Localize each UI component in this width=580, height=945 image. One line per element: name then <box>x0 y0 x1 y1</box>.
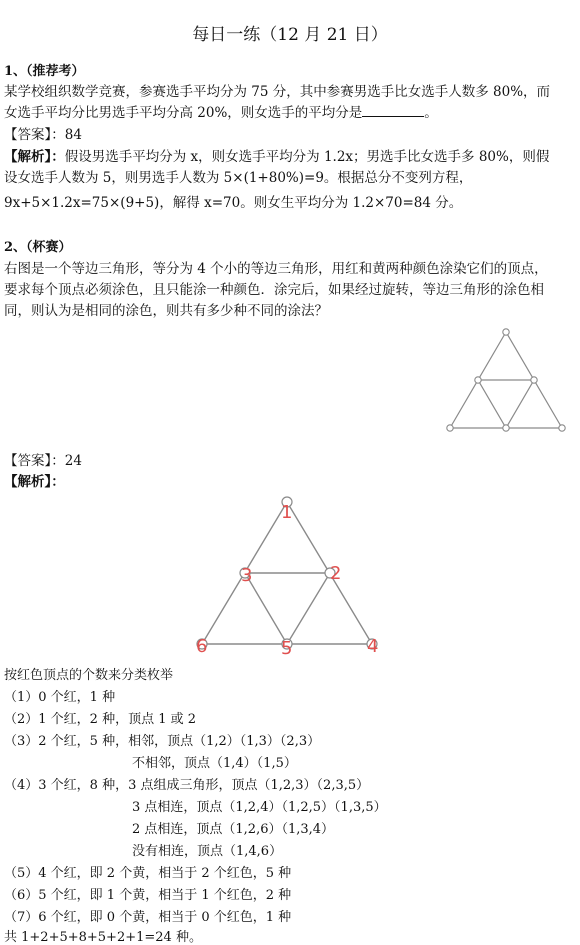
vertex-label-5: 5 <box>281 638 293 658</box>
inner-triangle <box>245 573 330 644</box>
q1-heading: 1、（推荐考） <box>4 64 85 79</box>
list-item: （3）2 个红，5 种，相邻，顶点（1,2）（1,3）（2,3） <box>4 734 321 749</box>
list-item: （7）6 个红，即 0 个黄，相当于 0 个红色，1 种 <box>4 910 292 925</box>
list-item: 2 点相连，顶点（1,2,6）（1,3,4） <box>132 822 335 837</box>
q1-answer: 【答案】：84 <box>4 127 82 143</box>
page-title: 每日一练（12 月 21 日） <box>192 25 388 45</box>
list-item: （6）5 个红，即 1 个黄，相当于 1 个红色，2 种 <box>4 888 292 903</box>
vertex-dot <box>447 425 453 431</box>
q1-analysis-3: 9x+5×1.2x=75×(9+5)，解得 x=70。则女生平均分为 1.2×70=84 分。 <box>4 195 463 211</box>
q1-analysis-2: 设女选手人数为 5，则男选手人数为 5×(1+80%)=9。根据总分不变列方程， <box>4 170 473 186</box>
list-item: （5）4 个红，即 2 个黄，相当于 2 个红色，5 种 <box>4 866 292 881</box>
list-item: 不相邻，顶点（1,4）（1,5） <box>132 756 297 771</box>
q1-line-2-end: 。 <box>424 105 438 121</box>
q2-answer: 【答案】：24 <box>4 453 82 469</box>
q2-line-2: 要求每个顶点必须涂色，且只能涂一种颜色．涂完后，如果经过旋转，等边三角形的涂色相 <box>4 282 544 298</box>
q2-line-3: 同，则认为是相同的涂色，则共有多少种不同的涂法？ <box>4 303 328 319</box>
total-line: 共 1+2+5+8+5+2+1=24 种。 <box>4 930 202 945</box>
q2-line-1: 右图是一个等边三角形，等分为 4 个小的等边三角形，用红和黄两种颜色涂染它们的顶点， <box>4 261 548 277</box>
vertex-label-3: 3 <box>241 565 253 586</box>
q1-line-1: 某学校组织数学竞赛，参赛选手平均分为 75 分，其中参赛男选手比女选手人数多 80%，而 <box>4 84 551 100</box>
q1-analysis-label: 【解析】： <box>4 149 65 165</box>
q1-line-2-text: 女选手平均分比男选手平均分高 20%，则女选手的平均分是 <box>4 105 363 121</box>
vertex-label-2: 2 <box>330 563 342 584</box>
vertex-dot <box>531 377 537 383</box>
vertex-dot <box>503 425 509 431</box>
list-intro: 按红色顶点的个数来分类枚举 <box>4 668 174 683</box>
vertex-dot <box>559 425 565 431</box>
list-item: （2）1 个红，2 种，顶点 1 或 2 <box>4 712 197 727</box>
list-item: （4）3 个红，8 种，3 点组成三角形，顶点（1,2,3）（2,3,5） <box>4 778 370 793</box>
vertex-dot <box>503 329 509 335</box>
inner-triangle <box>478 380 534 428</box>
vertex-label-1: 1 <box>281 502 293 523</box>
vertex-label-6: 6 <box>196 636 208 657</box>
list-item: 没有相连，顶点（1,4,6） <box>132 844 283 859</box>
list-item: （1）0 个红，1 种 <box>4 690 116 705</box>
q1-analysis-1 <box>4 145 549 165</box>
q2-heading: 2、（杯赛） <box>4 240 72 255</box>
labeled-triangle-figure <box>190 488 390 658</box>
vertex-label-4: 4 <box>367 636 379 657</box>
answer-blank <box>362 104 424 117</box>
q1-line-2 <box>4 101 438 121</box>
small-triangle-figure <box>440 322 575 437</box>
vertex-dot <box>475 377 481 383</box>
list-item: 3 点相连，顶点（1,2,4）（1,2,5）（1,3,5） <box>132 800 387 815</box>
q1-analysis-1-text: 假设男选手平均分为 x，则女选手平均分为 1.2x；男选手比女选手多 80%，则假 <box>64 149 550 165</box>
q2-analysis-label: 【解析】： <box>4 474 65 490</box>
